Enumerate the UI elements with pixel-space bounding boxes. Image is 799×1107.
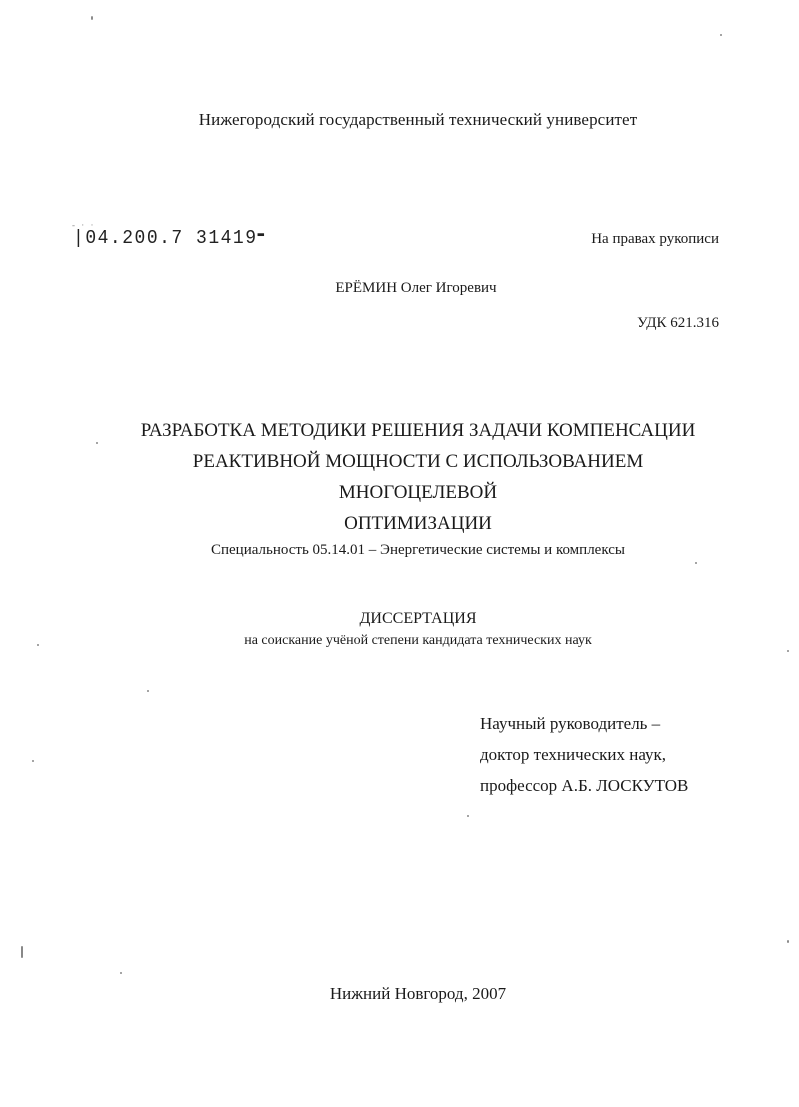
supervisor-line: Научный руководитель – bbox=[480, 714, 661, 733]
city-year: Нижний Новгород, 2007 bbox=[329, 984, 507, 1003]
scan-speck bbox=[147, 690, 149, 692]
scan-speck bbox=[37, 644, 39, 646]
title-line: РАЗРАБОТКА МЕТОДИКИ РЕШЕНИЯ ЗАДАЧИ КОМПЕНСАЦИИ bbox=[140, 420, 696, 441]
archive-number-text: 04.200.7 31419 bbox=[85, 228, 258, 250]
university-name: Нижегородский государственный технический университет bbox=[198, 110, 638, 129]
scan-speck bbox=[467, 815, 469, 817]
manuscript-note: На правах рукописи bbox=[591, 231, 719, 247]
specialty: Специальность 05.14.01 – Энергетические системы и комплексы bbox=[210, 542, 625, 558]
scan-speck bbox=[91, 16, 93, 20]
archive-number-bar: | bbox=[73, 228, 86, 250]
scan-speck bbox=[787, 650, 789, 652]
title-line: РЕАКТИВНОЙ МОЩНОСТИ С ИСПОЛЬЗОВАНИЕМ МНОГОЦЕЛЕВОЙ bbox=[192, 451, 644, 503]
dissertation-label: ДИССЕРТАЦИЯ bbox=[359, 610, 477, 627]
supervisor-block bbox=[480, 708, 688, 801]
scan-speck bbox=[787, 940, 789, 943]
archive-number-dash: ▬ bbox=[257, 228, 266, 241]
dissertation-title bbox=[120, 415, 716, 539]
archive-mark: - · · bbox=[72, 220, 96, 230]
dissertation-subtitle: на соискание учёной степени кандидата технических наук bbox=[244, 633, 592, 648]
scan-speck bbox=[21, 946, 23, 958]
scan-speck bbox=[32, 760, 34, 762]
supervisor-line: профессор А.Б. ЛОСКУТОВ bbox=[480, 776, 689, 795]
scan-speck bbox=[96, 442, 98, 444]
scan-speck bbox=[720, 34, 722, 36]
udc-code: УДК 621.316 bbox=[637, 315, 719, 331]
scan-speck bbox=[120, 972, 122, 974]
author-name: ЕРЁМИН Олег Игоревич bbox=[335, 280, 497, 296]
title-line: ОПТИМИЗАЦИИ bbox=[344, 513, 492, 534]
scan-speck bbox=[695, 562, 697, 564]
supervisor-line: доктор технических наук, bbox=[480, 745, 667, 764]
archive-number bbox=[73, 228, 266, 250]
